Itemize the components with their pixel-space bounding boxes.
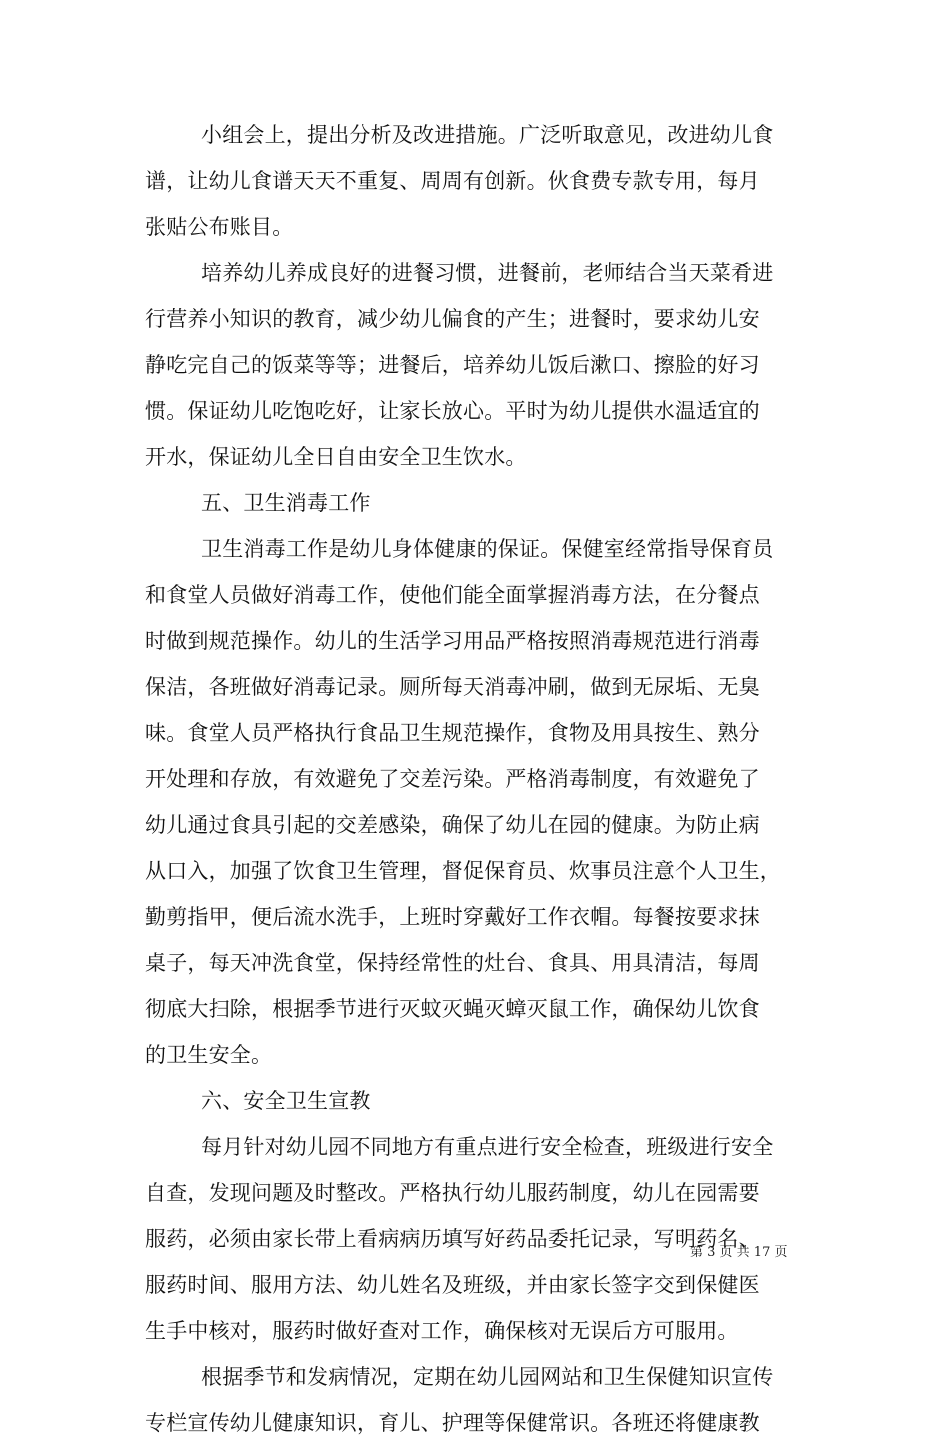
text-line: 每月针对幼儿园不同地方有重点进行安全检查，班级进行安全 — [201, 1135, 774, 1159]
text-line: 惯。保证幼儿吃饱吃好，让家长放心。平时为幼儿提供水温适宜的 — [145, 399, 760, 423]
page-number: 第 3 页 共 17 页 — [690, 1245, 788, 1260]
text-line: 行营养小知识的教育，减少幼儿偏食的产生；进餐时，要求幼儿安 — [145, 307, 760, 331]
text-line: 根据季节和发病情况，定期在幼儿园网站和卫生保健知识宣传 — [201, 1365, 774, 1389]
text-line: 专栏宣传幼儿健康知识，育儿、护理等保健常识。各班还将健康教 — [145, 1411, 760, 1435]
text-line: 自查，发现问题及时整改。严格执行幼儿服药制度，幼儿在园需要 — [145, 1181, 760, 1205]
text-line: 保洁，各班做好消毒记录。厕所每天消毒冲刷，做到无尿垢、无臭 — [145, 675, 760, 699]
text-line: 开处理和存放，有效避免了交差污染。严格消毒制度，有效避免了 — [145, 767, 760, 791]
text-line: 彻底大扫除，根据季节进行灭蚊灭蝇灭蟑灭鼠工作，确保幼儿饮食 — [145, 997, 760, 1021]
text-line: 服药时间、服用方法、幼儿姓名及班级，并由家长签字交到保健医 — [145, 1273, 760, 1297]
text-line: 桌子，每天冲洗食堂，保持经常性的灶台、食具、用具清洁，每周 — [145, 951, 760, 975]
text-line: 的卫生安全。 — [145, 1043, 273, 1067]
section-heading: 五、卫生消毒工作 — [201, 491, 371, 515]
text-line: 谱，让幼儿食谱天天不重复、周周有创新。伙食费专款专用，每月 — [145, 169, 760, 193]
section-heading: 六、安全卫生宣教 — [201, 1089, 371, 1113]
text-line: 小组会上，提出分析及改进措施。广泛听取意见，改进幼儿食 — [201, 123, 774, 147]
text-line: 静吃完自己的饭菜等等；进餐后，培养幼儿饭后漱口、擦脸的好习 — [145, 353, 760, 377]
text-line: 幼儿通过食具引起的交差感染，确保了幼儿在园的健康。为防止病 — [145, 813, 760, 837]
text-line: 卫生消毒工作是幼儿身体健康的保证。保健室经常指导保育员 — [201, 537, 774, 561]
text-line: 味。食堂人员严格执行食品卫生规范操作，食物及用具按生、熟分 — [145, 721, 760, 745]
text-line: 和食堂人员做好消毒工作，使他们能全面掌握消毒方法，在分餐点 — [145, 583, 760, 607]
text-line: 服药，必须由家长带上看病病历填写好药品委托记录，写明药名、 — [145, 1227, 760, 1251]
text-line: 从口入，加强了饮食卫生管理，督促保育员、炊事员注意个人卫生， — [145, 859, 781, 883]
text-line: 生手中核对，服药时做好查对工作，确保核对无误后方可服用。 — [145, 1319, 739, 1343]
text-line: 开水，保证幼儿全日自由安全卫生饮水。 — [145, 445, 527, 469]
text-line: 勤剪指甲，便后流水洗手，上班时穿戴好工作衣帽。每餐按要求抹 — [145, 905, 760, 929]
text-line: 时做到规范操作。幼儿的生活学习用品严格按照消毒规范进行消毒 — [145, 629, 760, 653]
text-line: 张贴公布账目。 — [145, 215, 294, 239]
text-line: 培养幼儿养成良好的进餐习惯，进餐前，老师结合当天菜肴进 — [201, 261, 774, 285]
